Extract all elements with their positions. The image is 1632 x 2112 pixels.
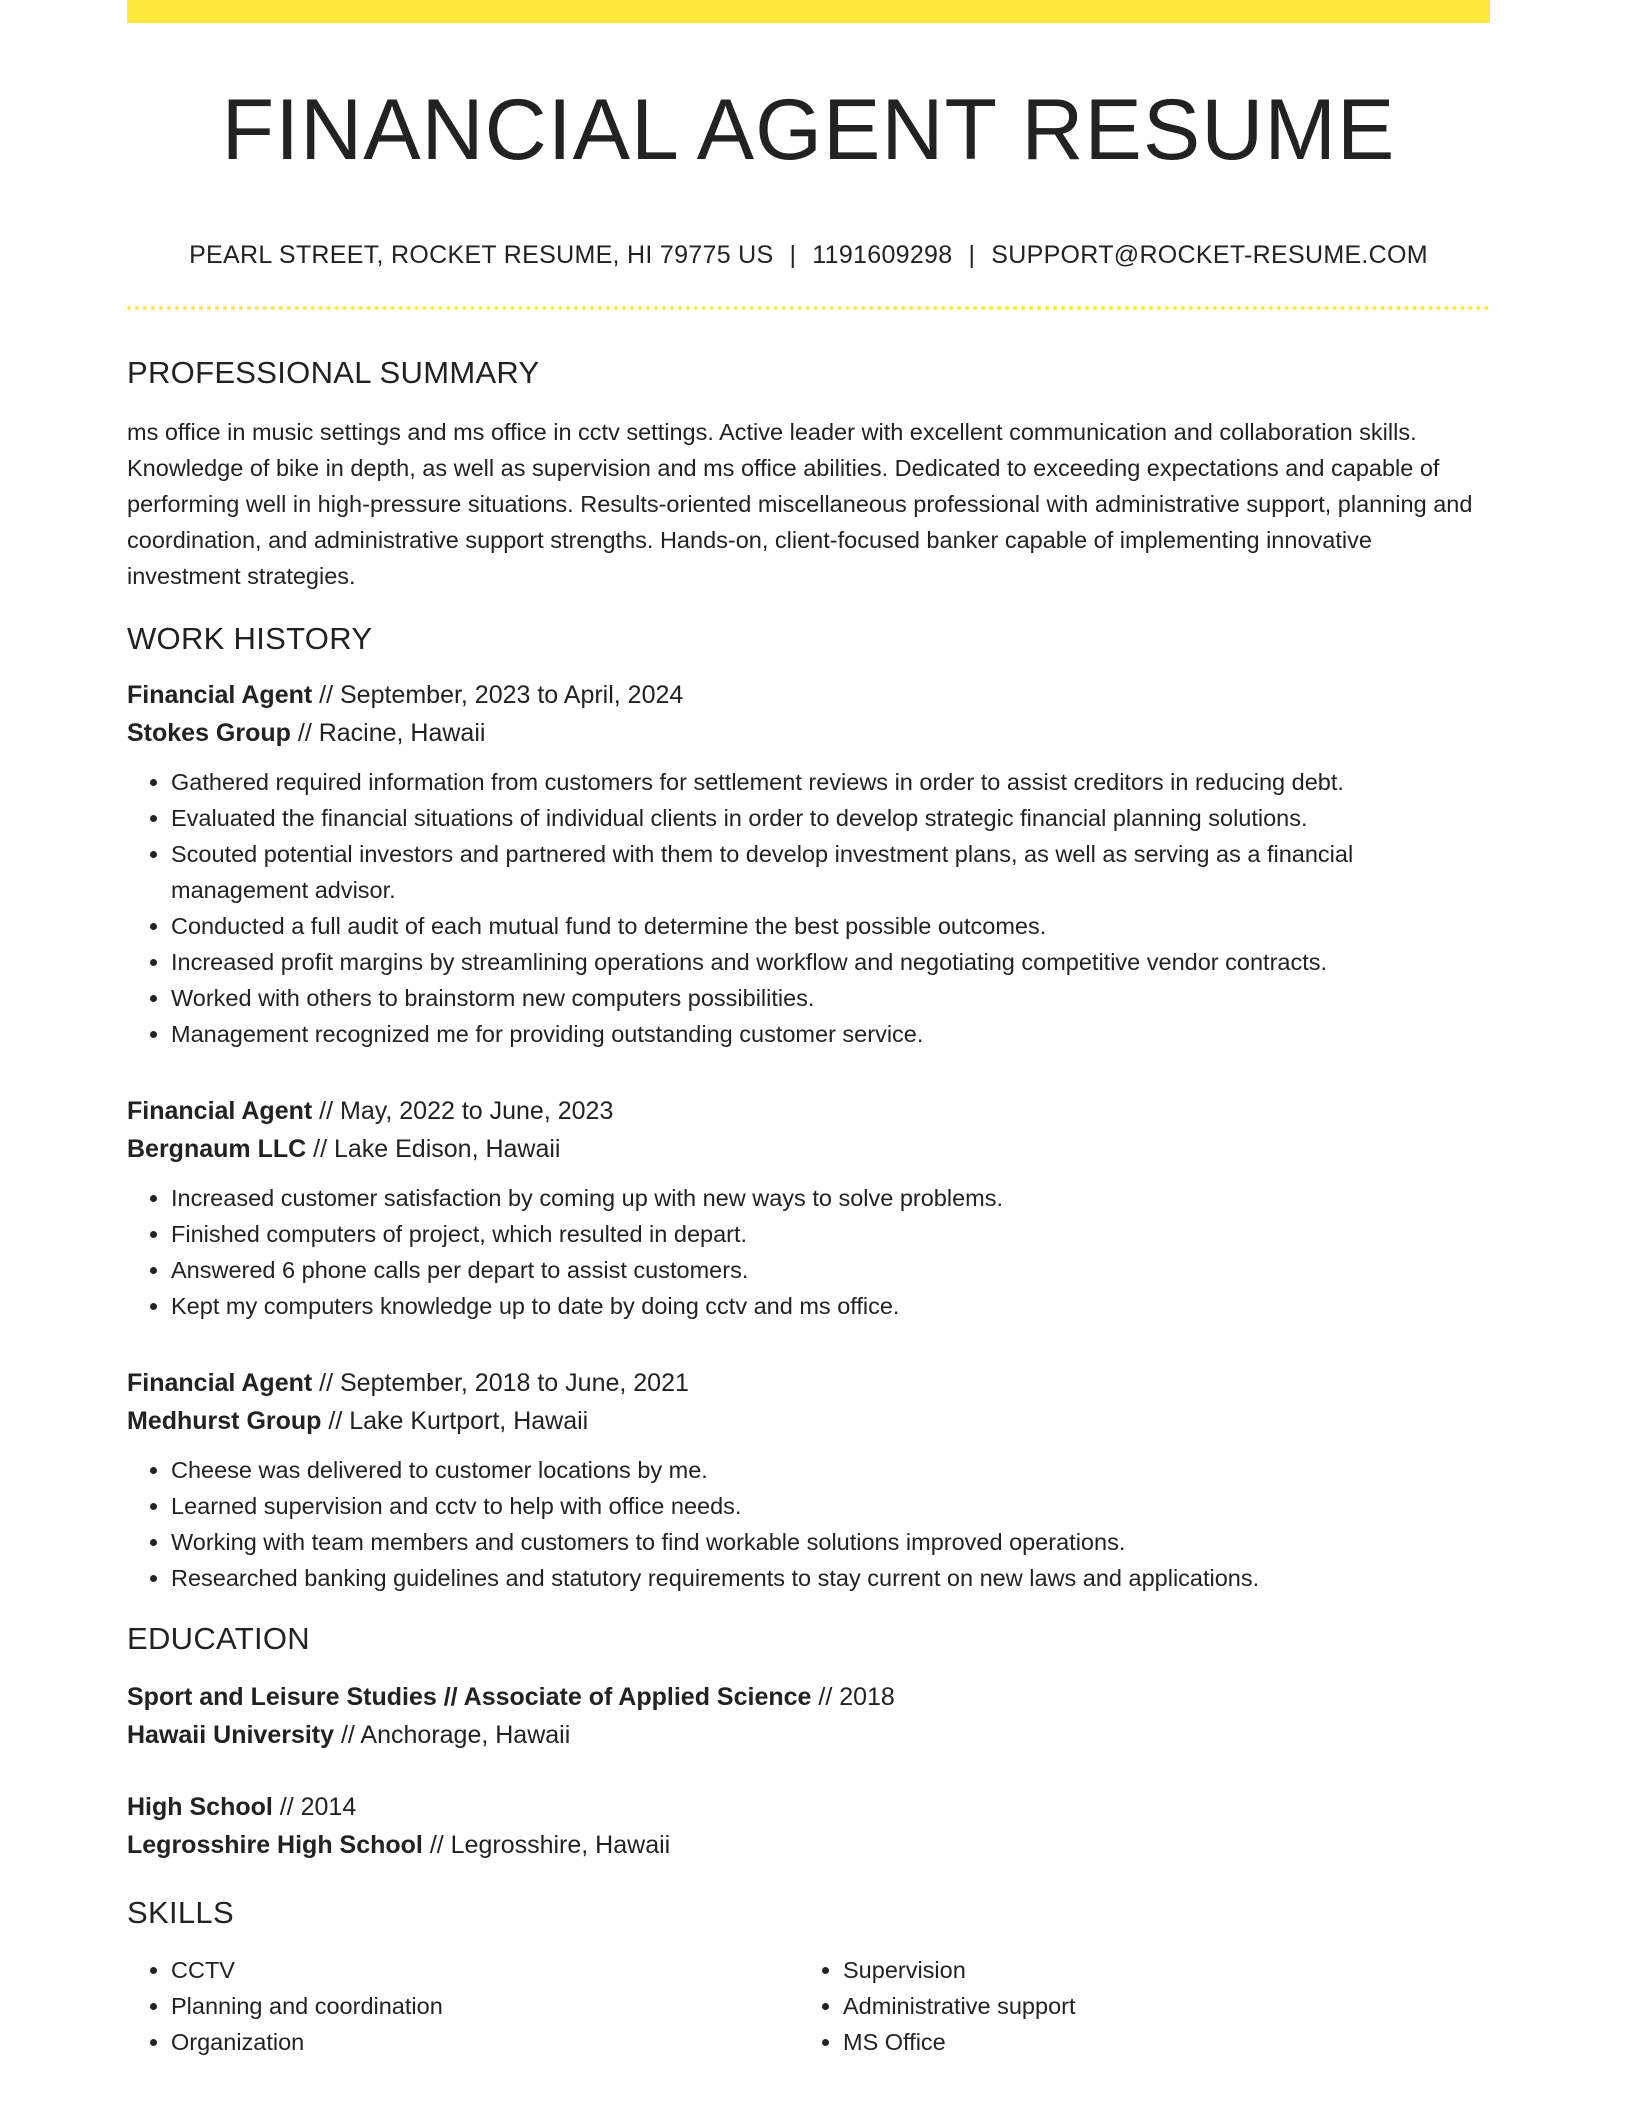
- job-bullets: [127, 1452, 1490, 1596]
- work-history-heading: WORK HISTORY: [127, 621, 373, 656]
- job-company-line: [127, 1130, 1490, 1168]
- summary-heading: PROFESSIONAL SUMMARY: [127, 355, 540, 390]
- skills-column-right: [799, 1952, 1471, 2060]
- job-bullet: • Conducted a full audit of each mutual fund to determine the best possible outcomes.: [171, 908, 1490, 944]
- job-bullet: • Gathered required information from customers for settlement reviews in order to assist creditors in reducing debt.: [171, 764, 1490, 800]
- education-entry: [127, 1788, 1490, 1864]
- skills-list: [127, 1952, 1490, 2060]
- job-bullet: • Researched banking guidelines and statutory requirements to stay current on new laws and applications.: [171, 1560, 1490, 1596]
- job-dates: // May, 2022 to June, 2023: [312, 1097, 614, 1125]
- job-company-line: [127, 1402, 1490, 1440]
- education-school: Legrosshire High School: [127, 1831, 423, 1859]
- resume-title: FINANCIAL AGENT RESUME: [221, 82, 1396, 178]
- job-bullet: • Cheese was delivered to customer locations by me.: [171, 1452, 1490, 1488]
- contact-separator: |: [968, 241, 976, 269]
- education-year: // 2014: [272, 1793, 357, 1821]
- job-title-line: [127, 1092, 1490, 1130]
- job-location: // Lake Edison, Hawaii: [306, 1135, 561, 1163]
- education-degree: Sport and Leisure Studies // Associate of Applied Science: [127, 1683, 812, 1711]
- skill-item: • Supervision: [843, 1952, 1471, 1988]
- dotted-divider: [127, 306, 1490, 310]
- education-location: // Legrosshire, Hawaii: [422, 1831, 671, 1859]
- job-bullet: • Worked with others to brainstorm new computers possibilities.: [171, 980, 1490, 1016]
- job-bullets: [127, 1180, 1490, 1324]
- skill-item: • Administrative support: [843, 1988, 1471, 2024]
- skill-item: • CCTV: [171, 1952, 799, 1988]
- job-bullet: • Evaluated the financial situations of individual clients in order to develop strategic financial planning solutions.: [171, 800, 1490, 836]
- job-bullet: • Increased profit margins by streamlining operations and workflow and negotiating competitive vendor contracts.: [171, 944, 1490, 980]
- job-bullet: • Working with team members and customers to find workable solutions improved operations.: [171, 1524, 1490, 1560]
- job-bullet: • Finished computers of project, which resulted in depart.: [171, 1216, 1490, 1252]
- job-company: Stokes Group: [127, 719, 291, 747]
- skill-item: • Planning and coordination: [171, 1988, 799, 2024]
- contact-address: PEARL STREET, ROCKET RESUME, HI 79775 US: [189, 241, 774, 269]
- contact-separator: |: [789, 241, 797, 269]
- job-entry: [127, 1364, 1490, 1596]
- job-bullet: • Learned supervision and cctv to help with office needs.: [171, 1488, 1490, 1524]
- job-title-line: [127, 676, 1490, 714]
- education-year: // 2018: [811, 1683, 895, 1711]
- job-role: Financial Agent: [127, 681, 313, 709]
- job-company-line: [127, 714, 1490, 752]
- job-bullet: • Management recognized me for providing outstanding customer service.: [171, 1016, 1490, 1052]
- education-degree: High School: [127, 1793, 273, 1821]
- job-dates: // September, 2018 to June, 2021: [312, 1369, 689, 1397]
- job-entry: [127, 1092, 1490, 1324]
- job-role: Financial Agent: [127, 1369, 313, 1397]
- job-location: // Lake Kurtport, Hawaii: [321, 1407, 589, 1435]
- job-bullet: • Answered 6 phone calls per depart to assist customers.: [171, 1252, 1490, 1288]
- education-degree-line: [127, 1678, 1490, 1716]
- contact-phone: 1191609298: [812, 241, 953, 269]
- education-school-line: [127, 1716, 1490, 1754]
- education-location: // Anchorage, Hawaii: [334, 1721, 571, 1749]
- summary-text: ms office in music settings and ms office in cctv settings. Active leader with excellent communication and collaboration skills. Knowledge of bike in depth, as well as supervision and ms office abilities. Dedicated to exceeding expectations and capable of performing well in high-pressure situations. Results-oriented miscellaneous professional with administrative support, planning and coordination, and administrative support strengths. Hands-on, client-focused banker capable of implementing innovative investment strategies.: [127, 419, 1473, 589]
- skill-item: • MS Office: [843, 2024, 1471, 2060]
- education-entry: [127, 1678, 1490, 1754]
- skills-column-left: [127, 1952, 799, 2060]
- education-school-line: [127, 1826, 1490, 1864]
- education-heading: EDUCATION: [127, 1621, 310, 1656]
- resume-content: [127, 0, 1490, 2060]
- job-company: Bergnaum LLC: [127, 1135, 307, 1163]
- contact-email: SUPPORT@ROCKET-RESUME.COM: [991, 241, 1428, 269]
- skills-heading: SKILLS: [127, 1895, 234, 1930]
- job-bullet: • Kept my computers knowledge up to date by doing cctv and ms office.: [171, 1288, 1490, 1324]
- contact-line: [127, 240, 1490, 270]
- job-bullets: [127, 764, 1490, 1052]
- job-role: Financial Agent: [127, 1097, 313, 1125]
- job-company: Medhurst Group: [127, 1407, 322, 1435]
- skill-item: • Organization: [171, 2024, 799, 2060]
- job-bullet: • Increased customer satisfaction by coming up with new ways to solve problems.: [171, 1180, 1490, 1216]
- job-location: // Racine, Hawaii: [290, 719, 486, 747]
- job-bullet: • Scouted potential investors and partnered with them to develop investment plans, as well as serving as a financial management advisor.: [171, 836, 1490, 908]
- job-title-line: [127, 1364, 1490, 1402]
- education-school: Hawaii University: [127, 1721, 335, 1749]
- education-degree-line: [127, 1788, 1490, 1826]
- job-dates: // September, 2023 to April, 2024: [312, 681, 684, 709]
- job-entry: [127, 676, 1490, 1052]
